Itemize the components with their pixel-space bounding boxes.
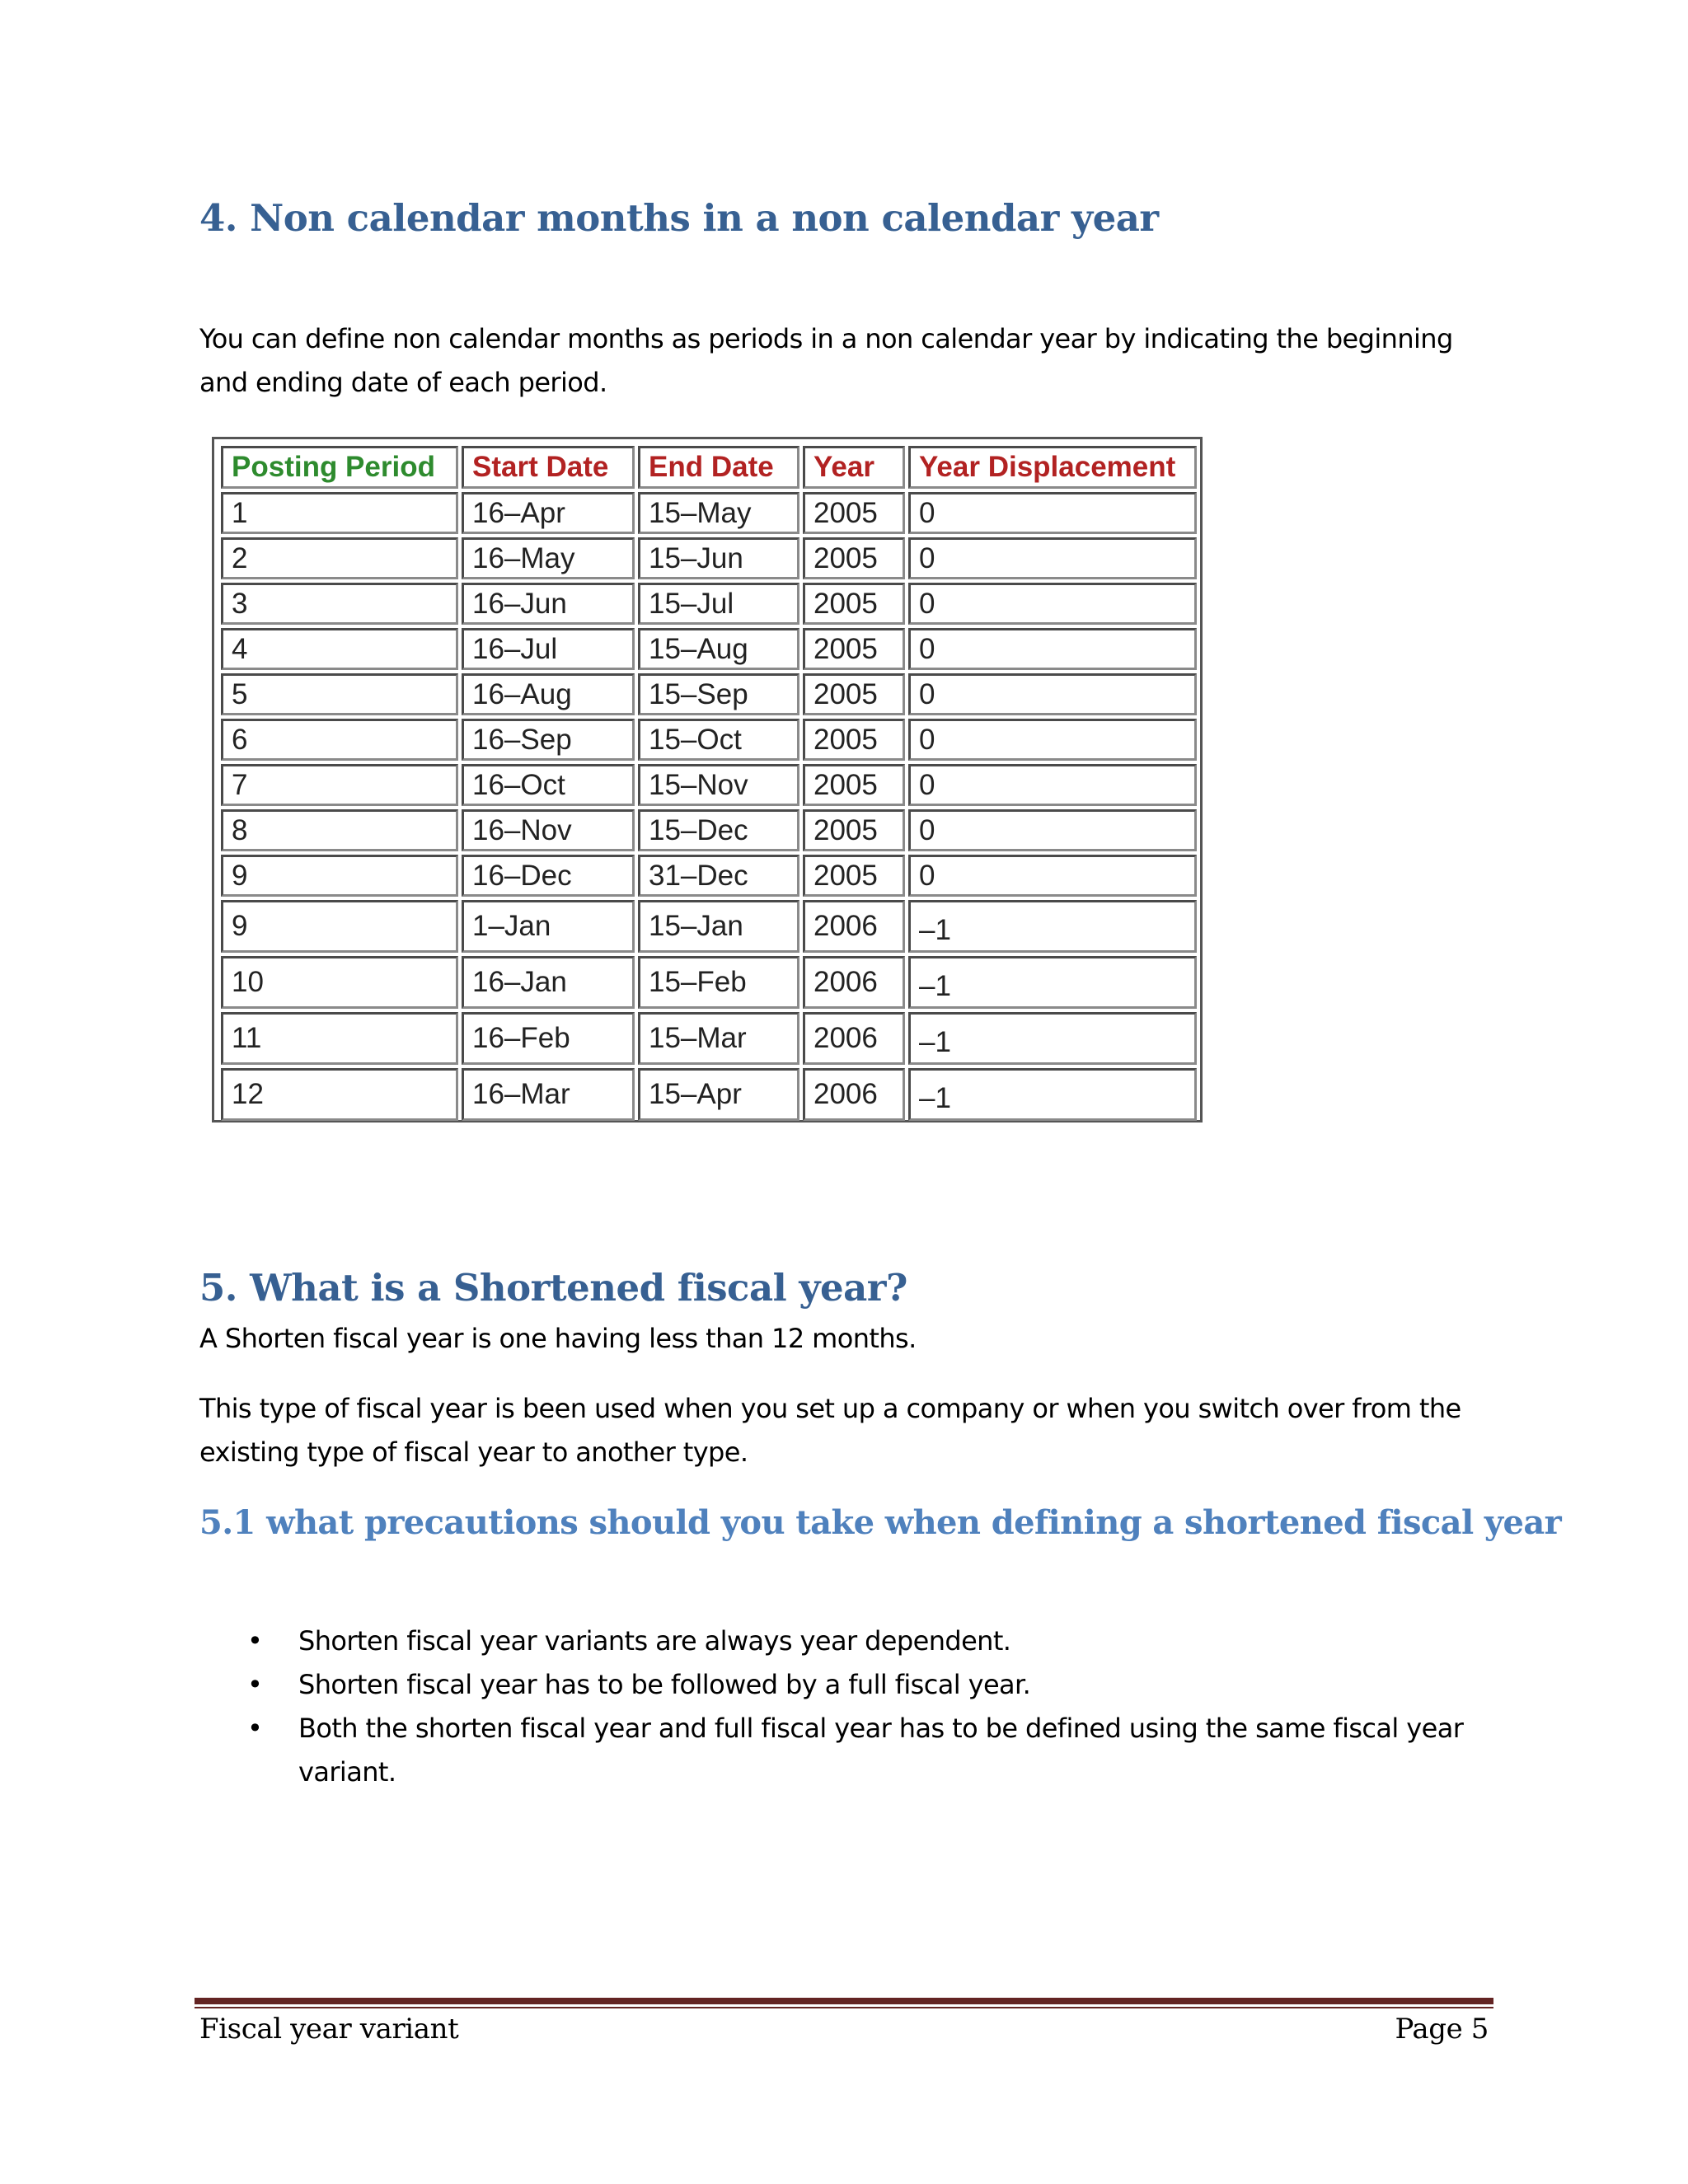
cell-end-date: 15–May bbox=[638, 492, 799, 534]
table-row bbox=[221, 1068, 1197, 1121]
section-4-paragraph: You can define non calendar months as periods in a non calendar year by indicating the beginning and ending date of each period. bbox=[199, 323, 1453, 398]
cell-start-date: 16–Dec bbox=[462, 855, 635, 897]
section-5-heading: 5. What is a Shortened fiscal year? bbox=[199, 1266, 907, 1310]
table-row bbox=[221, 956, 1197, 1009]
cell-year: 2006 bbox=[803, 900, 905, 953]
precautions-list bbox=[199, 1619, 1493, 1794]
cell-year: 2005 bbox=[803, 492, 905, 534]
cell-period: 3 bbox=[221, 583, 458, 625]
cell-period: 4 bbox=[221, 628, 458, 670]
table-row bbox=[221, 628, 1197, 670]
list-item-text: Shorten fiscal year variants are always year dependent. bbox=[298, 1625, 1011, 1657]
cell-end-date: 15–Jul bbox=[638, 583, 799, 625]
table-row bbox=[221, 764, 1197, 806]
cell-end-date: 15–Apr bbox=[638, 1068, 799, 1121]
cell-start-date: 16–Oct bbox=[462, 764, 635, 806]
table-row bbox=[221, 900, 1197, 953]
cell-year-displacement: –1 bbox=[908, 956, 1197, 1009]
cell-year-displacement: 0 bbox=[908, 492, 1197, 534]
cell-year-displacement: 0 bbox=[908, 809, 1197, 851]
footer-divider-thin bbox=[195, 2007, 1493, 2008]
cell-year: 2005 bbox=[803, 764, 905, 806]
cell-end-date: 31–Dec bbox=[638, 855, 799, 897]
col-header-year-displacement: Year Displacement bbox=[908, 446, 1197, 489]
cell-year-displacement: 0 bbox=[908, 628, 1197, 670]
cell-year-displacement: 0 bbox=[908, 719, 1197, 761]
cell-year-displacement: 0 bbox=[908, 537, 1197, 579]
cell-year: 2005 bbox=[803, 628, 905, 670]
cell-start-date: 16–Feb bbox=[462, 1012, 635, 1065]
cell-year: 2005 bbox=[803, 855, 905, 897]
cell-year: 2006 bbox=[803, 956, 905, 1009]
cell-period: 2 bbox=[221, 537, 458, 579]
bullet-marker: • bbox=[247, 1713, 263, 1744]
col-header-year: Year bbox=[803, 446, 905, 489]
list-item bbox=[199, 1707, 1493, 1794]
cell-end-date: 15–Dec bbox=[638, 809, 799, 851]
cell-year-displacement: –1 bbox=[908, 1012, 1197, 1065]
table-row bbox=[221, 719, 1197, 761]
section-5-1-heading: 5.1 what precautions should you take when defining a shortened fiscal year bbox=[199, 1503, 1562, 1542]
cell-period: 12 bbox=[221, 1068, 458, 1121]
cell-year-displacement: 0 bbox=[908, 764, 1197, 806]
cell-start-date: 16–Nov bbox=[462, 809, 635, 851]
footer-page-number: Page 5 bbox=[1395, 2013, 1489, 2046]
cell-end-date: 15–Aug bbox=[638, 628, 799, 670]
cell-period: 11 bbox=[221, 1012, 458, 1065]
table-row bbox=[221, 673, 1197, 715]
cell-year-displacement: 0 bbox=[908, 583, 1197, 625]
cell-end-date: 15–Mar bbox=[638, 1012, 799, 1065]
fiscal-periods-table-image bbox=[212, 437, 1203, 1122]
cell-year: 2005 bbox=[803, 583, 905, 625]
table-row bbox=[221, 809, 1197, 851]
cell-start-date: 16–Jun bbox=[462, 583, 635, 625]
cell-start-date: 16–Jul bbox=[462, 628, 635, 670]
cell-year: 2006 bbox=[803, 1012, 905, 1065]
cell-start-date: 1–Jan bbox=[462, 900, 635, 953]
table-row bbox=[221, 537, 1197, 579]
cell-year-displacement: –1 bbox=[908, 900, 1197, 953]
cell-period: 8 bbox=[221, 809, 458, 851]
cell-period: 6 bbox=[221, 719, 458, 761]
col-header-start-date: Start Date bbox=[462, 446, 635, 489]
cell-period: 1 bbox=[221, 492, 458, 534]
cell-year: 2005 bbox=[803, 719, 905, 761]
list-item-text: Shorten fiscal year has to be followed by a full fiscal year. bbox=[298, 1669, 1031, 1700]
list-item bbox=[199, 1619, 1493, 1663]
fiscal-periods-table bbox=[218, 443, 1200, 1124]
cell-period: 5 bbox=[221, 673, 458, 715]
footer-divider bbox=[195, 1998, 1493, 2004]
list-item bbox=[199, 1663, 1493, 1707]
col-header-end-date: End Date bbox=[638, 446, 799, 489]
cell-end-date: 15–Jun bbox=[638, 537, 799, 579]
table-header-row bbox=[221, 446, 1197, 489]
cell-year-displacement: –1 bbox=[908, 1068, 1197, 1121]
cell-period: 10 bbox=[221, 956, 458, 1009]
section-4-heading: 4. Non calendar months in a non calendar year bbox=[199, 196, 1159, 240]
table-row bbox=[221, 492, 1197, 534]
cell-start-date: 16–Apr bbox=[462, 492, 635, 534]
section-5-definition: A Shorten fiscal year is one having less than 12 months. bbox=[199, 1323, 917, 1354]
bullet-marker: • bbox=[247, 1669, 263, 1700]
cell-year: 2005 bbox=[803, 809, 905, 851]
cell-year-displacement: 0 bbox=[908, 855, 1197, 897]
table-row bbox=[221, 855, 1197, 897]
cell-period: 9 bbox=[221, 900, 458, 953]
cell-period: 7 bbox=[221, 764, 458, 806]
cell-start-date: 16–May bbox=[462, 537, 635, 579]
table-row bbox=[221, 1012, 1197, 1065]
cell-end-date: 15–Jan bbox=[638, 900, 799, 953]
cell-end-date: 15–Oct bbox=[638, 719, 799, 761]
cell-year: 2006 bbox=[803, 1068, 905, 1121]
cell-start-date: 16–Aug bbox=[462, 673, 635, 715]
section-5-paragraph: This type of fiscal year is been used when you set up a company or when you switch over from the existing type of fiscal year to another type. bbox=[199, 1393, 1461, 1468]
cell-end-date: 15–Nov bbox=[638, 764, 799, 806]
cell-year: 2005 bbox=[803, 537, 905, 579]
footer-title: Fiscal year variant bbox=[199, 2013, 459, 2046]
cell-start-date: 16–Sep bbox=[462, 719, 635, 761]
cell-end-date: 15–Sep bbox=[638, 673, 799, 715]
list-item-text: Both the shorten fiscal year and full fiscal year has to be defined using the same fiscal year variant. bbox=[298, 1713, 1464, 1788]
cell-start-date: 16–Mar bbox=[462, 1068, 635, 1121]
cell-end-date: 15–Feb bbox=[638, 956, 799, 1009]
col-header-posting-period: Posting Period bbox=[221, 446, 458, 489]
cell-start-date: 16–Jan bbox=[462, 956, 635, 1009]
cell-year: 2005 bbox=[803, 673, 905, 715]
bullet-marker: • bbox=[247, 1625, 263, 1657]
cell-period: 9 bbox=[221, 855, 458, 897]
table-row bbox=[221, 583, 1197, 625]
cell-year-displacement: 0 bbox=[908, 673, 1197, 715]
